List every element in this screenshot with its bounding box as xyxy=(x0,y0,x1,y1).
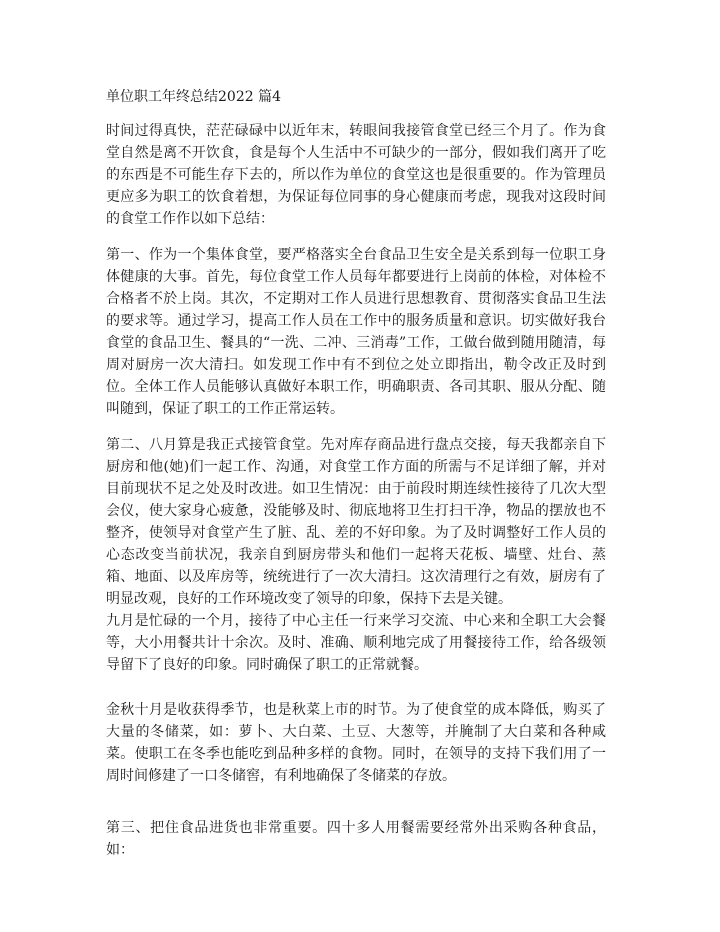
paragraph-third-point: 第三、把住食品进货也非常重要。四十多人用餐需要经常外出采购各种食品，如： xyxy=(106,820,606,858)
document-title: 单位职工年终总结2022 篇4 xyxy=(106,89,281,105)
paragraph-september: 九月是忙碌的一个月，接待了中心主任一行来学习交流、中心来和全职工大会餐等，大小用餐共计十余次。及时、准确、顺利地完成了用餐接待工作，给各级领导留下了良好的印象。同时确保了职工的正常就餐。 xyxy=(106,613,606,673)
paragraph-first-point: 第一、作为一个集体食堂，要严格落实全台食品卫生安全是关系到每一位职工身体健康的大事。首先，每位食堂工作人员每年都要进行上岗前的体检，对体检不合格者不於上岗。其次，不定期对工作人员进行思想教育、贯彻落实食品卫生法的要求等。通过学习，提高工作人员在工作中的服务质量和意识。切实做好我台食堂的食品卫生、餐具的“一洗、二冲、三消毒”工作，工做台做到随用随清，每周对厨房一次大清扫。如发现工作中有不到位之处立即指出，勒令改正及时到位。全体工作人员能够认真做好本职工作，明确职责、各司其职、服从分配、随叫随到，保证了职工的工作正常运转。 xyxy=(106,247,606,417)
paragraph-intro: 时间过得真快，茫茫碌碌中以近年末，转眼间我接管食堂已经三个月了。作为食堂自然是离不开饮食，食是每个人生活中不可缺少的一部分，假如我们离开了吃的东西是不可能生存下去的，所以作为单位的食堂这也是很重要的。作为管理员更应多为职工的饮食着想，为保证每位同事的身心健康而考虑，现我对这段时间的食堂工作作以如下总结： xyxy=(106,123,606,227)
paragraph-october: 金秋十月是收获得季节，也是秋菜上市的时节。为了使食堂的成本降低，购买了大量的冬储菜，如：萝卜、大白菜、土豆、大葱等，并腌制了大白菜和各种咸菜。使职工在冬季也能吃到品种多样的食物。同时，在领导的支持下我们用了一周时间修建了一口冬储窖，有利地确保了冬储菜的存放。 xyxy=(106,702,606,784)
paragraph-second-point: 第二、八月算是我正式接管食堂。先对库存商品进行盘点交接，每天我都亲自下厨房和他(她)们一起工作、沟通，对食堂工作方面的所需与不足详细了解，并对目前现状不足之处及时改进。如卫生情况：由于前段时期连续性接待了几次大型会仪，使大家身心疲惫，没能够及时、彻底地将卫生打扫干净，物品的摆放也不整齐，使领导对食堂产生了脏、乱、差的不好印象。为了及时调整好工作人员的心态改变当前状况，我亲自到厨房带头和他们一起将天花板、墙壁、灶台、蒸箱、地面、以及库房等，统统进行了一次大清扫。这次清理行之有效，厨房有了明显改观，良好的工作环境改变了领导的印象，保持下去是关键。 xyxy=(106,437,606,607)
